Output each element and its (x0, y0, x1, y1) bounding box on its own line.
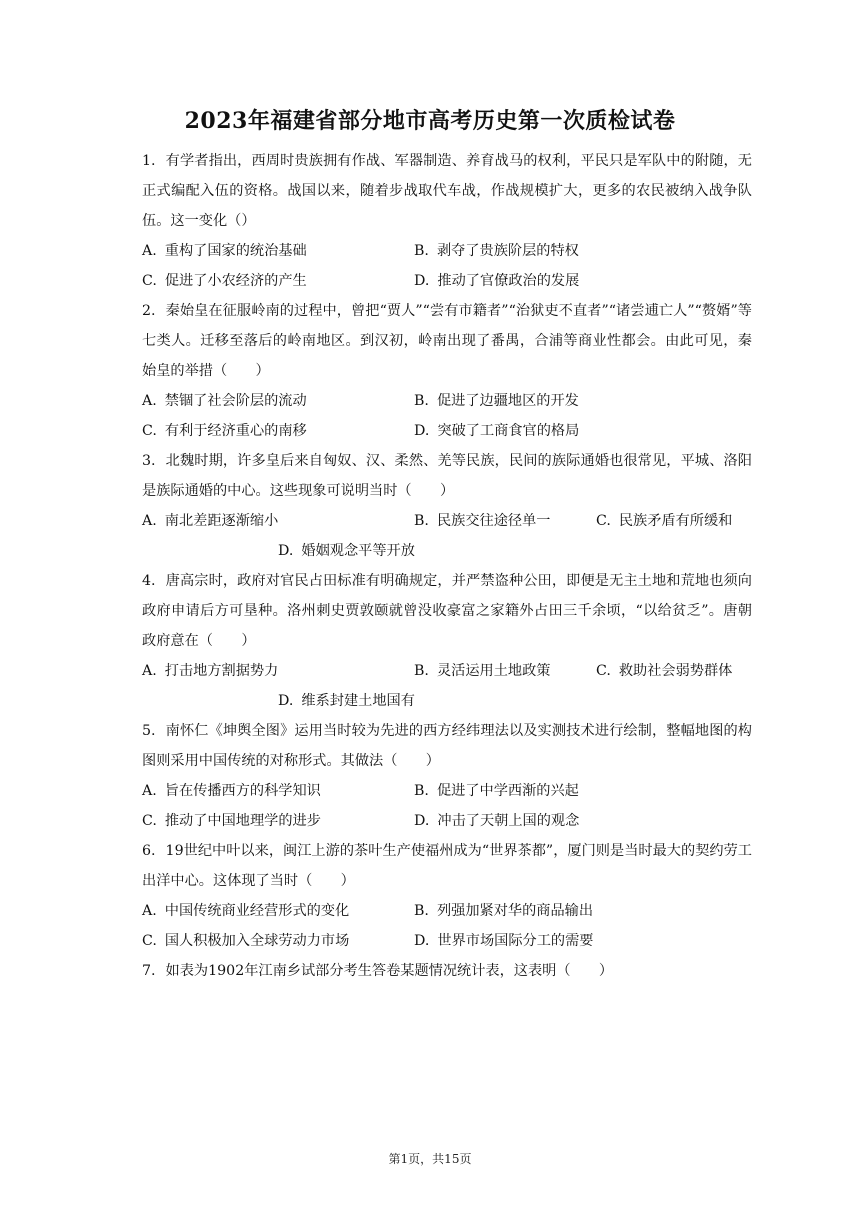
question-3 (142, 446, 752, 506)
option-c: C. 国人积极加入全球劳动力市场 (142, 933, 350, 949)
page-footer: 第1页，共15页 (388, 1152, 472, 1166)
option-a: A. 禁锢了社会阶层的流动 (142, 393, 307, 409)
question-2 (142, 296, 752, 386)
option-a: A. 旨在传播西方的科学知识 (142, 783, 321, 799)
question-6 (142, 836, 752, 896)
option-b: B. 民族交往途径单一 (414, 513, 551, 529)
option-b: B. 列强加紧对华的商品输出 (414, 903, 594, 919)
question-stem: 唐高宗时，政府对官民占田标准有明确规定，并严禁盗种公田，即便是无主土地和荒地也须向政府申请后方可垦种。洛州刺史贾敦颐就曾没收豪富之家籍外占田三千余顷，“以给贫乏”。唐朝政府意在（ ） (142, 573, 752, 649)
question-stem: 北魏时期，许多皇后来自匈奴、汉、柔然、羌等民族，民间的族际通婚也很常见，平城、洛阳是族际通婚的中心。这些现象可说明当时（ ） (142, 453, 752, 499)
question-stem: 有学者指出，西周时贵族拥有作战、军器制造、养育战马的权利，平民只是军队中的附随，无正式编配入伍的资格。战国以来，随着步战取代车战，作战规模扩大，更多的农民被纳入战争队伍。这一变化（） (142, 153, 752, 229)
option-d: D. 推动了官僚政治的发展 (414, 273, 580, 289)
question-number: 2. (142, 303, 156, 319)
question-stem: 南怀仁《坤舆全图》运用当时较为先进的西方经纬理法以及实测技术进行绘制，整幅地图的构图则采用中国传统的对称形式。其做法（ ） (142, 723, 752, 769)
option-a: A. 重构了国家的统治基础 (142, 243, 307, 259)
question-1 (142, 146, 752, 236)
option-b: B. 促进了中学西渐的兴起 (414, 783, 579, 799)
option-d: D. 维系封建土地国有 (278, 693, 415, 709)
option-d: D. 世界市场国际分工的需要 (414, 933, 594, 949)
option-a: A. 打击地方割据势力 (142, 663, 279, 679)
option-a: A. 南北差距逐渐缩小 (142, 513, 279, 529)
question-number: 3. (142, 453, 156, 469)
option-c: C. 推动了中国地理学的进步 (142, 813, 321, 829)
question-number: 7. (142, 963, 156, 979)
question-stem: 秦始皇在征服岭南的过程中，曾把“贾人”“尝有市籍者”“治狱吏不直者”“诸尝逋亡人”“赘婿”等七类人。迁移至落后的岭南地区。到汉初，岭南出现了番禺，合浦等商业性都会。由此可见，秦始皇的举措（ ） (142, 303, 752, 379)
option-c: C. 有利于经济重心的南移 (142, 423, 307, 439)
option-c: C. 救助社会弱势群体 (596, 663, 733, 679)
option-c: C. 促进了小农经济的产生 (142, 273, 307, 289)
option-b: B. 剥夺了贵族阶层的特权 (414, 243, 579, 259)
question-5 (142, 716, 752, 776)
question-7 (142, 956, 752, 986)
option-d: D. 婚姻观念平等开放 (278, 543, 415, 559)
option-d: D. 突破了工商食官的格局 (414, 423, 580, 439)
question-stem: 19世纪中叶以来，闽江上游的茶叶生产使福州成为“世界茶都”，厦门则是当时最大的契约劳工出洋中心。这体现了当时（ ） (142, 843, 752, 889)
question-number: 5. (142, 723, 156, 739)
option-a: A. 中国传统商业经营形式的变化 (142, 903, 350, 919)
question-number: 6. (142, 843, 156, 859)
option-b: B. 促进了边疆地区的开发 (414, 393, 579, 409)
option-b: B. 灵活运用土地政策 (414, 663, 551, 679)
question-number: 1. (142, 153, 156, 169)
question-stem: 如表为1902年江南乡试部分考生答卷某题情况统计表，这表明（ ） (165, 963, 614, 979)
question-number: 4. (142, 573, 156, 589)
exam-title: 2023年福建省部分地市高考历史第一次质检试卷 (184, 108, 676, 134)
option-c: C. 民族矛盾有所缓和 (596, 513, 733, 529)
option-d: D. 冲击了天朝上国的观念 (414, 813, 580, 829)
question-4 (142, 566, 752, 656)
